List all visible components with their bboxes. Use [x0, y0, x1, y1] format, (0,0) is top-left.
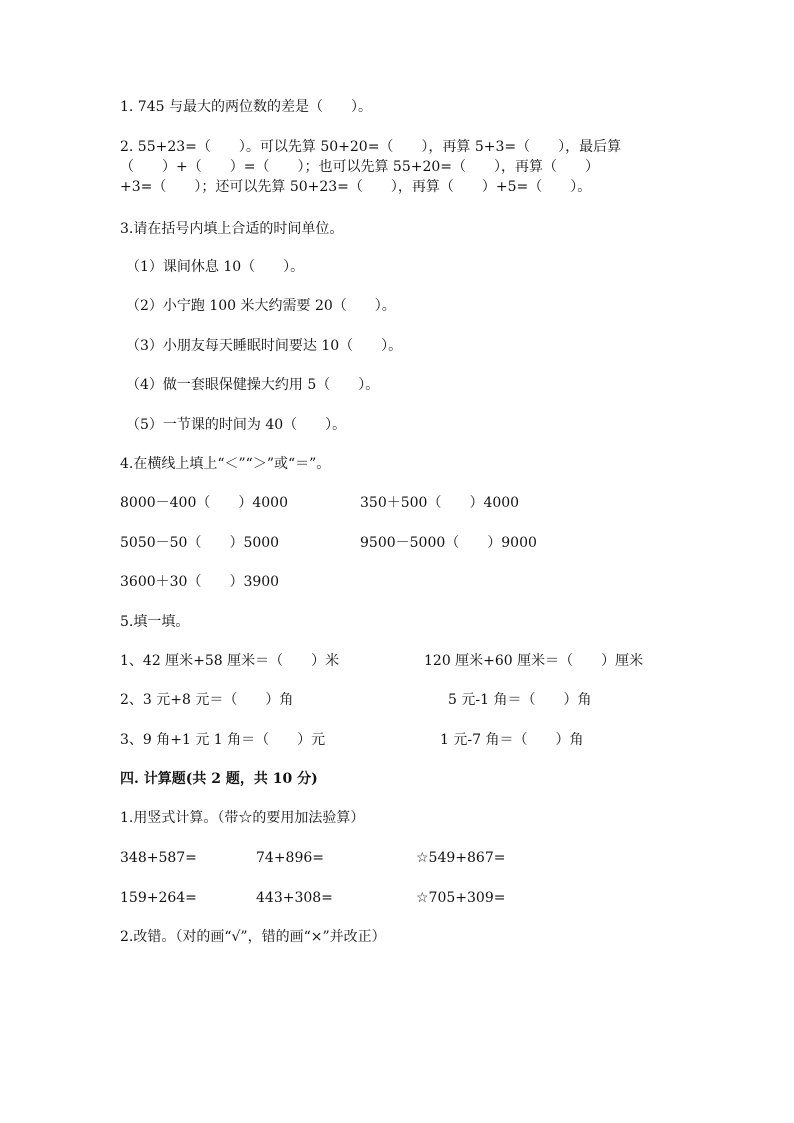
- question-5-item: 1、42 厘米+58 厘米＝（ ）米: [120, 653, 340, 669]
- question-2-line-2: （ ）+（ ）=（ ）；也可以先算 55+20=（ ），再算（ ）: [120, 159, 599, 175]
- question-5-item: 5 元-1 角＝（ ）角: [448, 692, 592, 708]
- calc-question-1-title: 1.用竖式计算。（带☆的要用加法验算）: [120, 810, 365, 826]
- question-5-item: 3、9 角+1 元 1 角＝（ ）元: [120, 732, 326, 748]
- question-3-title: 3.请在括号内填上合适的时间单位。: [120, 221, 344, 237]
- question-4-item: 5050－50（ ）5000: [120, 535, 280, 551]
- calc-item: 443+308=: [256, 890, 333, 906]
- calc-item: 159+264=: [120, 890, 197, 906]
- question-4-item: 350＋500（ ）4000: [360, 495, 520, 511]
- question-4-item: 8000－400（ ）4000: [120, 495, 288, 511]
- calc-question-2-title: 2.改错。（对的画“√”，错的画“×”并改正）: [120, 929, 386, 945]
- question-3-item: （5）一节课的时间为 40（ ）。: [126, 417, 347, 433]
- question-3-item: （3）小朋友每天睡眠时间要达 10（ ）。: [126, 338, 403, 354]
- question-1: 1. 745 与最大的两位数的差是（ ）。: [120, 99, 372, 115]
- question-2-line-3: +3=（ ）；还可以先算 50+23=（ ），再算（ ）+5=（ ）。: [120, 179, 592, 195]
- question-5-item: 120 厘米+60 厘米＝（ ）厘米: [424, 653, 644, 669]
- question-2-line-1: 2. 55+23=（ ）。可以先算 50+20=（ ），再算 5+3=（ ），最后算: [120, 139, 622, 155]
- question-5-item: 2、3 元+8 元＝（ ）角: [120, 692, 294, 708]
- section-heading: 四. 计算题(共 2 题，共 10 分): [120, 771, 318, 787]
- question-3-item: （2）小宁跑 100 米大约需要 20（ ）。: [126, 298, 396, 314]
- calc-item: ☆549+867=: [416, 850, 506, 866]
- question-4-item: 3600＋30（ ）3900: [120, 574, 280, 590]
- calc-item: 348+587=: [120, 850, 197, 866]
- question-3-item: （4）做一套眼保健操大约用 5（ ）。: [126, 377, 380, 393]
- question-5-title: 5.填一填。: [120, 614, 190, 630]
- question-3-item: （1）课间休息 10（ ）。: [126, 259, 305, 275]
- question-4-title: 4.在横线上填上“＜”“＞”或“＝”。: [120, 456, 331, 472]
- calc-item: 74+896=: [256, 850, 324, 866]
- calc-item: ☆705+309=: [416, 890, 506, 906]
- question-4-item: 9500－5000（ ）9000: [360, 535, 537, 551]
- question-5-item: 1 元-7 角＝（ ）角: [440, 732, 584, 748]
